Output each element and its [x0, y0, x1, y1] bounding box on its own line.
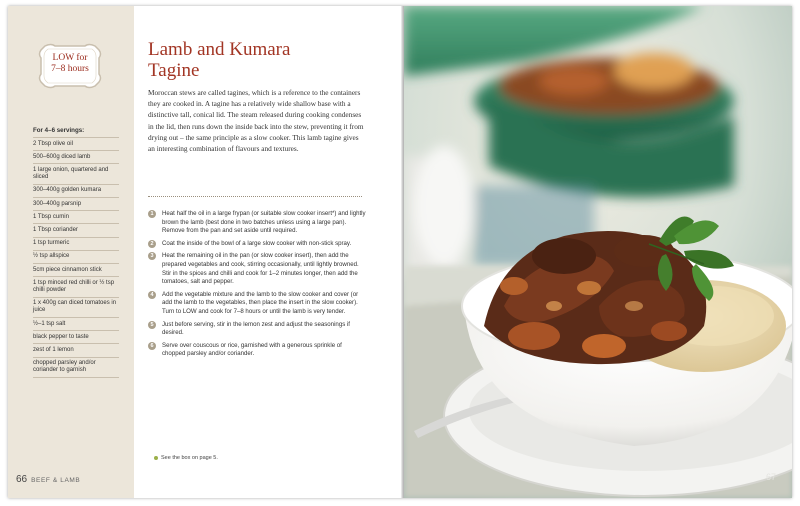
step-number: 3	[148, 252, 156, 260]
ingredient-item: 2 Tbsp olive oil	[33, 138, 119, 151]
section-name: BEEF & LAMB	[31, 477, 81, 484]
badge-line2: 7–8 hours	[51, 64, 89, 74]
ingredient-item: 1 Tbsp coriander	[33, 224, 119, 237]
left-folio	[16, 474, 80, 485]
page-number-right: 67	[766, 472, 777, 482]
ingredient-item: 1 tsp turmeric	[33, 238, 119, 251]
step-text: Heat the remaining oil in the pan (or slow cooker insert), then add the prepared vegetables and cook, stirring occasionally, until lightly browned. Stir in the spices and chilli and cook for 1–2 minutes longer, then add the tomatoes, salt and pepper.	[162, 252, 359, 286]
recipe-intro: Moroccan stews are called tagines, which is a reference to the containers they are cooked in. A tagine has a relatively wide shallow base with a distinctive tall, conical lid. The steam released during cooking condenses in the lid, then runs down the inside back into the stew, preventing it from drying out – the same principle as a slow cooker. This lamb tagine gives an interesting combination of flavours and textures.	[148, 88, 364, 154]
badge-text	[37, 53, 103, 75]
method-step	[148, 210, 366, 236]
method-steps	[148, 210, 366, 363]
step-number: 4	[148, 291, 156, 299]
cooking-time-badge	[37, 42, 103, 90]
badge-line1: LOW for	[52, 53, 88, 63]
ingredient-item: 1 x 400g can diced tomatoes in juice	[33, 298, 119, 318]
ingredient-item: 500–600g diced lamb	[33, 151, 119, 164]
recipe-title-line2: Tagine	[148, 60, 200, 81]
ingredient-item: 300–400g golden kumara	[33, 185, 119, 198]
method-step	[148, 342, 366, 359]
book-spread	[8, 6, 792, 498]
step-number: 1	[148, 210, 156, 218]
ingredient-item: 1 tsp minced red chilli or ½ tsp chilli powder	[33, 277, 119, 297]
ingredient-item: black pepper to taste	[33, 331, 119, 344]
step-text: Coat the inside of the bowl of a large slow cooker with non-stick spray.	[162, 239, 352, 247]
footnote-bullet-icon	[154, 456, 158, 460]
method-step	[148, 252, 366, 286]
footnote-text: See the box on page 5.	[161, 455, 218, 461]
ingredient-item: 5cm piece cinnamon stick	[33, 264, 119, 277]
ingredient-item: ½ tsp allspice	[33, 251, 119, 264]
tagine-photo	[404, 6, 792, 498]
ingredient-item: zest of 1 lemon	[33, 344, 119, 357]
page-number-left: 66	[16, 474, 28, 485]
step-number: 2	[148, 240, 156, 248]
step-number: 6	[148, 342, 156, 350]
ingredient-item: 300–400g parsnip	[33, 198, 119, 211]
ingredients-list	[33, 127, 119, 378]
ingredient-item: chopped parsley and/or coriander to garnish	[33, 358, 119, 378]
step-text: Just before serving, stir in the lemon zest and adjust the seasonings if desired.	[162, 320, 350, 337]
method-step	[148, 291, 366, 317]
ingredient-item: ½–1 tsp salt	[33, 318, 119, 331]
step-text: Add the vegetable mixture and the lamb to the slow cooker and cover (or add the lamb to the vegetables, then place the insert in the slow cooker). Turn to LOW and cook for 7–8 hours or until the lamb is very tender.	[162, 290, 359, 315]
ingredient-item: 1 large onion, quartered and sliced	[33, 164, 119, 184]
footnote	[161, 455, 218, 461]
ingredient-item: 1 Tbsp cumin	[33, 211, 119, 224]
step-text: Serve over couscous or rice, garnished with a generous sprinkle of chopped parsley and/or coriander.	[162, 341, 342, 358]
ingredient-sidebar	[8, 6, 134, 498]
left-page	[8, 6, 404, 498]
recipe-title	[148, 39, 378, 81]
recipe-title-line1: Lamb and Kumara	[148, 39, 291, 60]
ingredients-heading: For 4–6 servings:	[33, 127, 119, 138]
step-text: Heat half the oil in a large frypan (or suitable slow cooker insert*) and lightly brown the lamb (best done in two batches unless using a large pan). Remove from the pan and set aside until required.	[162, 210, 366, 235]
method-step	[148, 240, 366, 249]
method-step	[148, 321, 366, 338]
dotted-divider	[148, 196, 362, 197]
step-number: 5	[148, 321, 156, 329]
right-page-photo	[404, 6, 792, 498]
